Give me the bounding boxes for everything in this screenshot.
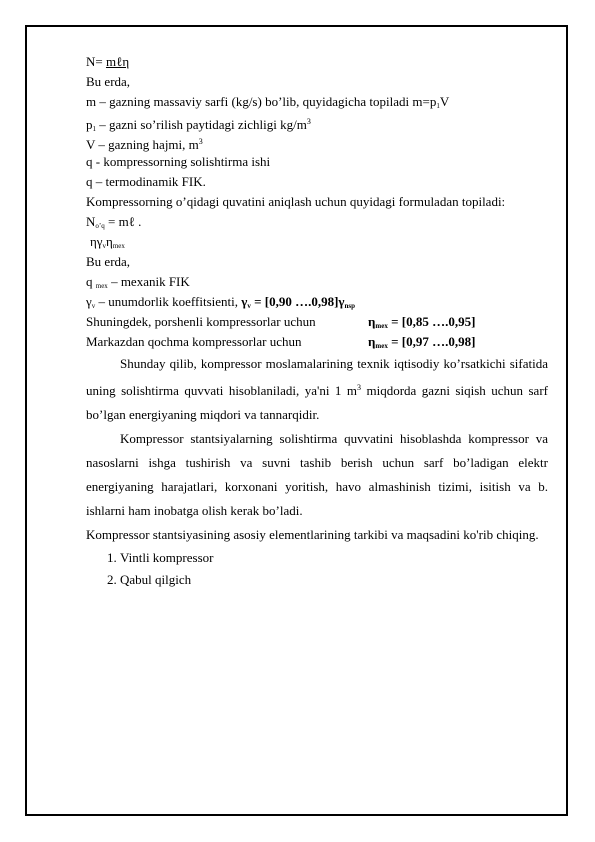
p-def-text: – gazni so’rilish paytidagi zichligi kg/m xyxy=(96,117,307,132)
central-left: Markazdan qochma kompressorlar uchun xyxy=(86,334,302,349)
central-range: = [0,97 ….0,98] xyxy=(387,334,476,349)
para1-text: Shunday qilib, kompressor moslamalarining texnik iqtisodiy ko’rsatkichi sifatida uning solishtirma quvvati hisoblaniladi, ya'ni 1 m xyxy=(86,356,548,398)
formula-nq-denominator xyxy=(86,232,548,252)
p-def-pre: p xyxy=(86,117,93,132)
m-def-sub: 1 xyxy=(436,102,440,110)
piston-eta: η xyxy=(368,314,376,329)
gamma-bold-sub2: nsp xyxy=(344,302,356,310)
central-sub: mex xyxy=(375,342,388,350)
bu-erda-2: Bu erda, xyxy=(86,254,131,269)
qmex-sub: mex xyxy=(95,282,108,290)
denom-sub2: mex xyxy=(112,242,125,250)
gamma-bold-sub: v xyxy=(247,302,251,310)
v-definition xyxy=(86,132,548,152)
central-right xyxy=(368,332,475,356)
element-list xyxy=(86,547,548,591)
gamma-bold: γ xyxy=(241,294,248,309)
gamma-text: – unumdorlik koeffitsienti, xyxy=(95,294,242,309)
para1-sup: 3 xyxy=(357,383,362,392)
m-def-tail: V xyxy=(439,94,450,109)
piston-compressor-row xyxy=(86,312,548,332)
paragraph-3: Kompressor stantsiyasining asosiy elementlarining tarkibi va maqsadini ko'rib chiqing. xyxy=(86,527,539,542)
piston-left: Shuningdek, porshenli kompressorlar uchun xyxy=(86,314,316,329)
denom-sub: v xyxy=(102,242,107,250)
q2-definition: q – termodinamik FIK. xyxy=(86,174,206,189)
gamma-definition xyxy=(86,292,548,312)
formula-n-lhs: N= xyxy=(86,54,106,69)
v-def-text: V – gazning hajmi, m xyxy=(86,137,199,152)
m-definition xyxy=(86,92,548,112)
gamma-bold-text: = [0,90 ….0,98]γ xyxy=(250,294,345,309)
m-def-text: m – gazning massaviy sarfi (kg/s) bo’lib, quyidagicha topiladi m=p xyxy=(86,94,437,109)
qmex-pre: q xyxy=(86,274,96,289)
qmex-text: – mexanik FIK xyxy=(107,274,190,289)
piston-sub: mex xyxy=(375,322,388,330)
paragraph-1 xyxy=(86,352,548,427)
qmex-definition xyxy=(86,272,548,292)
list-item: 2. Qabul qilgich xyxy=(120,569,548,591)
denom-text: ηγ xyxy=(90,234,103,249)
power-intro: Kompressorning o’qidagi quvatini aniqlash uchun quyidagi formuladan topiladi: xyxy=(86,194,506,209)
document-body xyxy=(86,52,548,591)
formula-n-rhs: mℓη xyxy=(105,54,130,69)
list-item: 1. Vintli kompressor xyxy=(120,547,548,569)
p-def-sup: 3 xyxy=(306,117,311,126)
para1-tail: miqdorda gazni siqish uchun sarf bo’lgan energiyaning miqdori va tannarqidir. xyxy=(86,383,548,422)
gamma-pre: γ xyxy=(86,294,92,309)
piston-range: = [0,85 ….0,95] xyxy=(387,314,476,329)
paragraph-2: Kompressor stantsiyalarning solishtirma quvvatini hisoblashda kompressor va nasoslarni ishga tushirish va suvni tashib berish uchun sarf bo’ladigan elektr energiyaning harajatlari, korxonani yoritish, havo almashinish tizimi, isitish va b. ishlarni ham inobatga olish kerak bo’ladi. xyxy=(86,431,548,518)
formula-nq-pre: N xyxy=(86,214,96,229)
formula-nq xyxy=(86,212,548,232)
v-def-sup: 3 xyxy=(198,137,203,146)
gamma-sub: v xyxy=(91,302,96,310)
central-compressor-row xyxy=(86,332,548,352)
denom-eta: η xyxy=(106,234,113,249)
central-eta: η xyxy=(368,334,376,349)
q-definition: q - kompressorning solishtirma ishi xyxy=(86,154,271,169)
formula-nq-sub: o’q xyxy=(95,222,105,230)
formula-nq-eq: = mℓ . xyxy=(104,214,142,229)
p-definition xyxy=(86,112,548,132)
bu-erda-1: Bu erda, xyxy=(86,74,131,89)
formula-n xyxy=(86,52,548,72)
p-def-sub: 1 xyxy=(92,125,96,133)
